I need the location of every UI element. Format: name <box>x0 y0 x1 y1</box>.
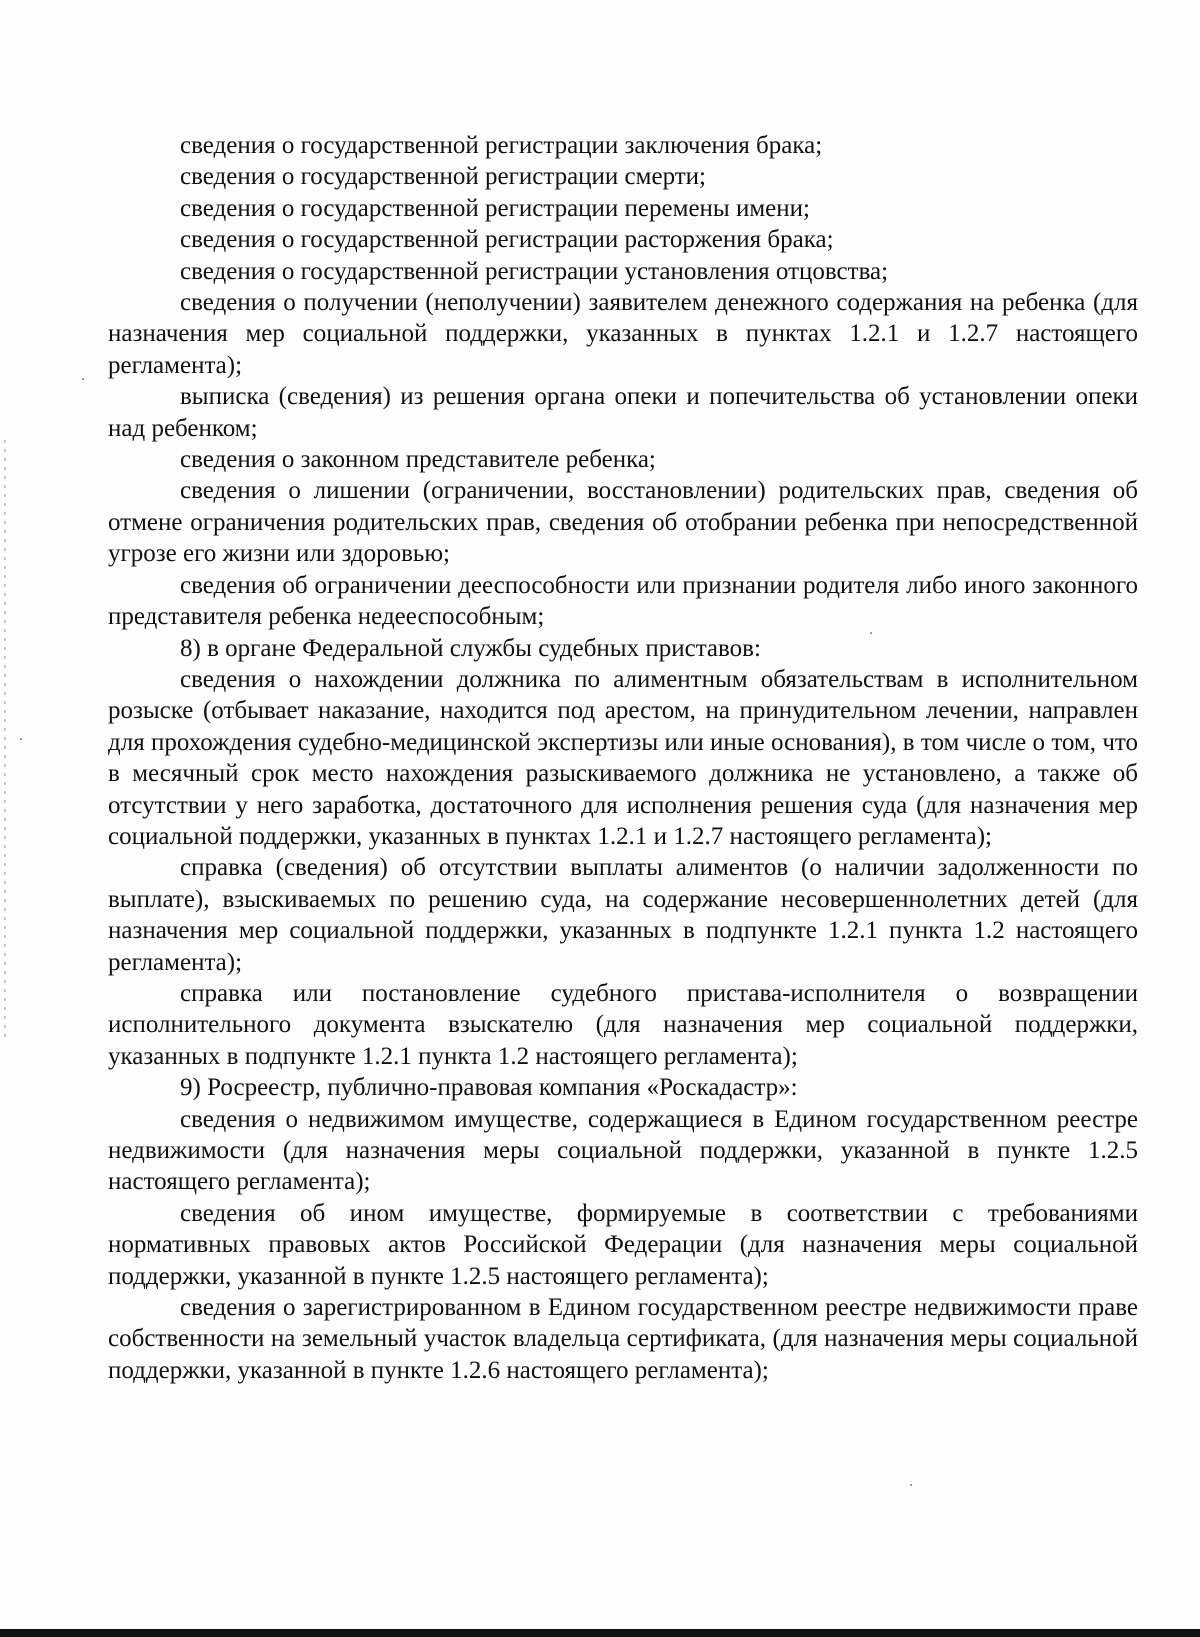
paragraph-paternity-registration: сведения о государственной регистрации установления отцовства; <box>180 257 889 285</box>
scan-edge-artifact <box>4 440 6 1040</box>
paragraph-child-support-receipt: сведения о получении (неполучении) заявителем денежного содержания на ребенка (для назначения мер социальной поддержки, указанных в пунктах 1.2.1 и 1.2.7 настоящего регламента); <box>108 289 1138 379</box>
paragraph-parental-rights: сведения о лишении (ограничении, восстановлении) родительских прав, сведения об отмене ограничения родительских прав, сведения об отобрании ребенка при непосредственной угрозе его жизни или здоровью; <box>108 477 1138 568</box>
paragraph-rosreestr-heading: 9) Росреестр, публично-правовая компания «Роскадастр»: <box>180 1074 798 1102</box>
paragraph-land-ownership: сведения о зарегистрированном в Едином государственном реестре недвижимости праве собственности на земельный участок владельца сертификата, (для назначения меры социальной поддержки, указанной в пункте 1.2.6 настоящего регламента); <box>108 1294 1138 1384</box>
paragraph-name-change-registration: сведения о государственной регистрации перемены имени; <box>180 194 810 222</box>
paragraph-other-property: сведения об ином имуществе, формируемые в соответствии с требованиями нормативных правовых актов Российской Федерации (для назначения меры социальной поддержки, указанной в пункте 1.2.5 настоящего регламента); <box>108 1199 1138 1290</box>
scan-speck <box>20 738 22 740</box>
scan-speck <box>870 632 872 634</box>
scan-speck <box>910 1484 912 1486</box>
paragraph-death-registration: сведения о государственной регистрации смерти; <box>180 163 706 191</box>
paragraph-real-estate-info: сведения о недвижимом имуществе, содержащиеся в Едином государственном реестре недвижимости (для назначения меры социальной поддержки, указанной в пункте 1.2.5 настоящего регламента); <box>108 1105 1138 1196</box>
paragraph-marriage-registration: сведения о государственной регистрации заключения брака; <box>180 132 823 159</box>
paragraph-alimony-certificate: справка (сведения) об отсутствии выплаты алиментов (о наличии задолженности по выплате), взыскиваемых по решению суда, на содержание несовершеннолетних детей (для назначения мер социальной поддержки, указанных в подпункте 1.2.1 пункта 1.2 настоящего регламента); <box>108 854 1138 976</box>
paragraph-legal-representative: сведения о законном представителе ребенка; <box>180 446 656 474</box>
paragraph-guardianship-extract: выписка (сведения) из решения органа опеки и попечительства об установлении опеки над ребенком; <box>108 383 1138 442</box>
paragraph-bailiff-resolution: справка или постановление судебного пристава-исполнителя о возвращении исполнительного документа взыскателю (для назначения мер социальной поддержки, указанных в подпункте 1.2.1 пункта 1.2 настоящего регламента); <box>108 979 1138 1070</box>
paragraph-bailiff-service-heading: 8) в органе Федеральной службы судебных приставов: <box>180 634 761 662</box>
document-body <box>108 130 1138 1386</box>
paragraph-divorce-registration: сведения о государственной регистрации расторжения брака; <box>180 226 834 254</box>
scan-bottom-border <box>0 1629 1200 1637</box>
scan-speck <box>82 378 84 380</box>
paragraph-legal-capacity: сведения об ограничении дееспособности или признании родителя либо иного законного представителя ребенка недееспособным; <box>108 571 1138 631</box>
paragraph-debtor-search: сведения о нахождении должника по алиментным обязательствам в исполнительном розыске (отбывает наказание, находится под арестом, на принудительном лечении, направлен для прохождения судебно-медицинской экспертизы или иные основания), в том числе о том, что в месячный срок место нахождения разыскиваемого должника не установлено, а также об отсутствии у него заработка, достаточного для исполнения решения суда (для назначения мер социальной поддержки, указанных в пунктах 1.2.1 и 1.2.7 настоящего регламента); <box>108 665 1138 850</box>
